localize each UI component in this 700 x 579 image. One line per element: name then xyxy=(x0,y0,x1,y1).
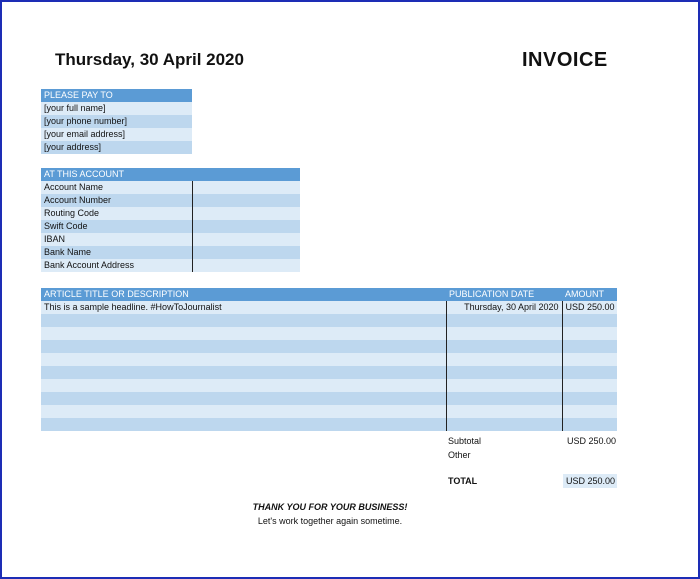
article-row xyxy=(41,353,617,366)
article-amount xyxy=(562,353,617,366)
pay-to-email: [your email address] xyxy=(41,128,192,141)
account-row xyxy=(41,246,300,259)
article-amount xyxy=(562,392,617,405)
article-description: This is a sample headline. #HowToJournalist xyxy=(41,301,446,314)
article-amount xyxy=(562,405,617,418)
article-row xyxy=(41,301,617,314)
article-description xyxy=(41,314,446,327)
article-date xyxy=(446,392,562,405)
article-amount xyxy=(562,366,617,379)
account-field-value xyxy=(192,194,300,207)
article-description xyxy=(41,405,446,418)
account-row xyxy=(41,220,300,233)
article-amount xyxy=(562,314,617,327)
article-date xyxy=(446,418,562,431)
account-block xyxy=(41,168,300,272)
article-amount xyxy=(562,327,617,340)
pay-to-name: [your full name] xyxy=(41,102,192,115)
col-date-header: PUBLICATION DATE xyxy=(446,288,562,301)
total-value: USD 250.00 xyxy=(563,474,617,488)
article-amount: USD 250.00 xyxy=(562,301,617,314)
account-field-value xyxy=(192,259,300,272)
account-heading: AT THIS ACCOUNT xyxy=(41,168,300,181)
article-description xyxy=(41,392,446,405)
article-amount xyxy=(562,340,617,353)
article-description xyxy=(41,379,446,392)
account-field-value xyxy=(192,233,300,246)
account-row xyxy=(41,207,300,220)
total-label: TOTAL xyxy=(448,476,478,486)
article-date xyxy=(446,379,562,392)
article-date: Thursday, 30 April 2020 xyxy=(446,301,562,314)
article-row xyxy=(41,314,617,327)
account-field-label: Account Number xyxy=(41,194,192,207)
pay-to-phone: [your phone number] xyxy=(41,115,192,128)
articles-header-row xyxy=(41,288,617,301)
subtotal-value: USD 250.00 xyxy=(566,436,616,446)
article-description xyxy=(41,353,446,366)
article-date xyxy=(446,405,562,418)
account-row xyxy=(41,233,300,246)
article-date xyxy=(446,340,562,353)
article-description xyxy=(41,327,446,340)
account-field-label: IBAN xyxy=(41,233,192,246)
article-amount xyxy=(562,418,617,431)
article-row xyxy=(41,418,617,431)
articles-block xyxy=(41,288,617,431)
account-table xyxy=(41,181,300,272)
account-row xyxy=(41,194,300,207)
pay-to-block xyxy=(41,89,192,154)
invoice-date: Thursday, 30 April 2020 xyxy=(55,50,244,69)
article-row xyxy=(41,366,617,379)
col-amount-header: AMOUNT xyxy=(562,288,617,301)
article-description xyxy=(41,418,446,431)
article-row xyxy=(41,340,617,353)
other-label: Other xyxy=(448,450,471,460)
articles-table xyxy=(41,288,617,431)
article-row xyxy=(41,405,617,418)
pay-to-heading: PLEASE PAY TO xyxy=(41,89,192,102)
closing-message: Let's work together again sometime. xyxy=(257,516,403,526)
article-amount xyxy=(562,379,617,392)
account-row xyxy=(41,181,300,194)
account-field-label: Routing Code xyxy=(41,207,192,220)
article-date xyxy=(446,366,562,379)
article-date xyxy=(446,314,562,327)
invoice-title: INVOICE xyxy=(522,49,608,71)
article-date xyxy=(446,353,562,366)
account-field-label: Account Name xyxy=(41,181,192,194)
article-date xyxy=(446,327,562,340)
subtotal-label: Subtotal xyxy=(448,436,482,446)
col-description-header: ARTICLE TITLE OR DESCRIPTION xyxy=(41,288,446,301)
account-field-label: Swift Code xyxy=(41,220,192,233)
account-field-label: Bank Account Address xyxy=(41,259,192,272)
account-field-value xyxy=(192,220,300,233)
account-field-value xyxy=(192,246,300,259)
article-description xyxy=(41,340,446,353)
pay-to-address: [your address] xyxy=(41,141,192,154)
article-row xyxy=(41,327,617,340)
article-description xyxy=(41,366,446,379)
account-row xyxy=(41,259,300,272)
account-field-value xyxy=(192,207,300,220)
article-row xyxy=(41,379,617,392)
thank-you-note: THANK YOU FOR YOUR BUSINESS! xyxy=(252,502,408,512)
article-row xyxy=(41,392,617,405)
account-field-value xyxy=(192,181,300,194)
account-field-label: Bank Name xyxy=(41,246,192,259)
